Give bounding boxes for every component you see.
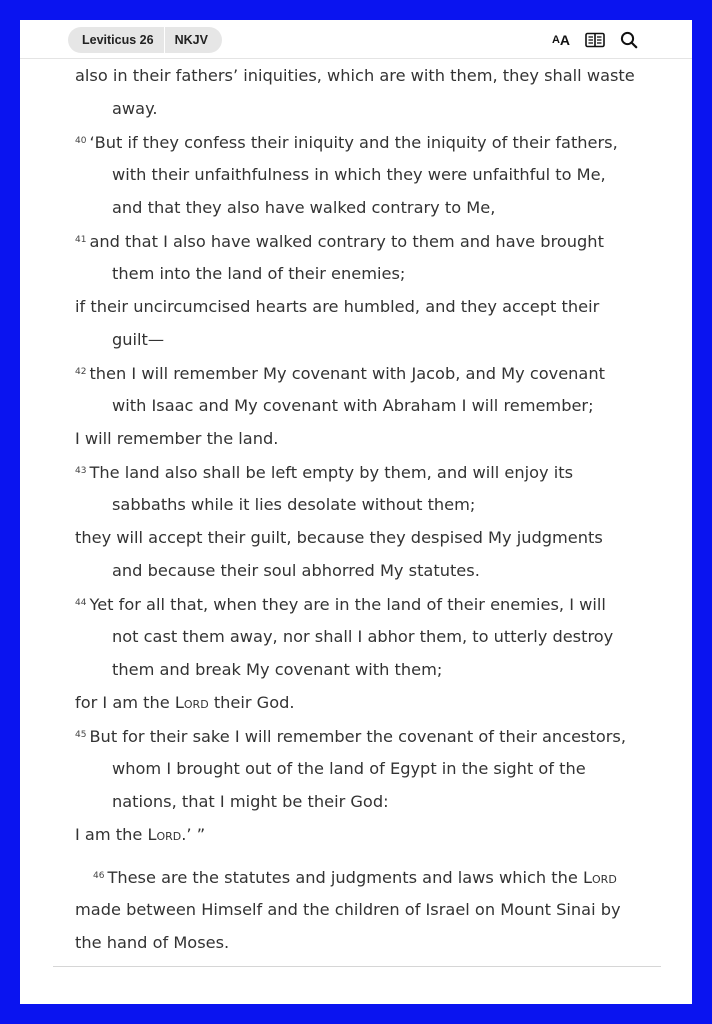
verse-text: then I will remember My covenant with Jacob, and My covenant (89, 364, 605, 383)
verse-text: sabbaths while it lies desolate without them; (112, 495, 476, 514)
search-button[interactable] (618, 30, 640, 50)
verse-text: whom I brought out of the land of Egypt in the sight of the (112, 759, 586, 778)
verse-line (75, 818, 655, 851)
verse-number: 41 (75, 235, 87, 245)
verse-line (75, 587, 655, 620)
verse-line (75, 521, 655, 554)
verse-line: the hand of Moses. (75, 933, 230, 952)
verse-text: These are the statutes and judgments and laws which the (107, 868, 583, 887)
verse-line (75, 224, 655, 257)
verse-text: if their uncircumcised hearts are humbled, and they accept their (75, 297, 600, 316)
verse-line (75, 158, 655, 191)
verse-text: I will remember the land. (75, 429, 279, 448)
toolbar-divider (20, 58, 692, 59)
verse-text: with their unfaithfulness in which they were unfaithful to Me, (112, 165, 606, 184)
verse-line (75, 191, 655, 224)
verse-line (75, 125, 655, 158)
lord-small-caps: Lord (174, 693, 209, 712)
verse-text: guilt— (112, 330, 165, 349)
verse-text: But for their sake I will remember the covenant of their ancestors, (89, 727, 626, 746)
verse-number: 43 (75, 466, 87, 476)
verse-text: they will accept their guilt, because they despised My judgments (75, 528, 603, 547)
verse-line (75, 356, 655, 389)
text-size-button[interactable] (550, 30, 572, 50)
verse-line (75, 422, 655, 455)
verse-line (75, 323, 655, 356)
verse-text: and that I also have walked contrary to them and have brought (89, 232, 604, 251)
verse-line (75, 785, 655, 818)
toolbar-actions (550, 30, 640, 50)
book-chapter-button[interactable]: Leviticus 26 (68, 27, 165, 53)
verse-text: not cast them away, nor shall I abhor them, to utterly destroy (112, 627, 614, 646)
verse-line: made between Himself and the children of Israel on Mount Sinai by (75, 900, 621, 919)
verse-number: 42 (75, 367, 87, 377)
verse-line (75, 860, 655, 893)
bottom-divider (53, 966, 661, 967)
version-button[interactable]: NKJV (174, 33, 208, 47)
scripture-text (75, 59, 655, 959)
verse-text: for I am the (75, 693, 175, 712)
verse-text: I am the (75, 825, 148, 844)
verse-line (75, 488, 655, 521)
verse-line (75, 59, 655, 92)
verse-line (75, 554, 655, 587)
verse-line (75, 257, 655, 290)
closing-paragraph (75, 860, 655, 959)
verse-text: ‘But if they confess their iniquity and the iniquity of their fathers, (89, 133, 618, 152)
verse-text: with Isaac and My covenant with Abraham I will remember; (112, 396, 594, 415)
book-columns-icon (585, 32, 605, 48)
passage-selector (68, 27, 222, 53)
verse-text: them into the land of their enemies; (112, 264, 406, 283)
parallel-view-button[interactable] (584, 30, 606, 50)
lord-small-caps: Lord (147, 825, 182, 844)
verse-text: away. (112, 99, 158, 118)
lord-small-caps: Lord (583, 868, 617, 887)
verse-text: The land also shall be left empty by them, and will enjoy its (89, 463, 573, 482)
verse-number: 44 (75, 598, 87, 608)
verse-line (75, 752, 655, 785)
verse-line (75, 290, 655, 323)
verse-text: also in their fathers’ iniquities, which are with them, they shall waste (75, 66, 635, 85)
verse-number: 40 (75, 136, 87, 146)
verse-line (75, 653, 655, 686)
verse-line (75, 389, 655, 422)
verse-text: nations, that I might be their God: (112, 792, 389, 811)
verse-text: and because their soul abhorred My statutes. (112, 561, 480, 580)
text-size-small-letter: A (551, 33, 560, 46)
verse-line (75, 686, 655, 719)
verse-line (75, 719, 655, 752)
reader-window (20, 20, 692, 1004)
search-icon (620, 31, 638, 49)
verse-text: Yet for all that, when they are in the land of their enemies, I will (89, 595, 606, 614)
verse-line (75, 455, 655, 488)
verse-line (75, 92, 655, 125)
verse-number: 46 (93, 871, 105, 881)
verse-text: and that they also have walked contrary to Me, (112, 198, 496, 217)
top-toolbar (20, 20, 692, 60)
verse-number: 45 (75, 730, 87, 740)
text-size-big-letter: A (559, 32, 571, 48)
verse-text-after: .’ ” (181, 825, 206, 844)
verse-line (75, 620, 655, 653)
verse-text-after: their God. (208, 693, 295, 712)
verse-text: them and break My covenant with them; (112, 660, 443, 679)
